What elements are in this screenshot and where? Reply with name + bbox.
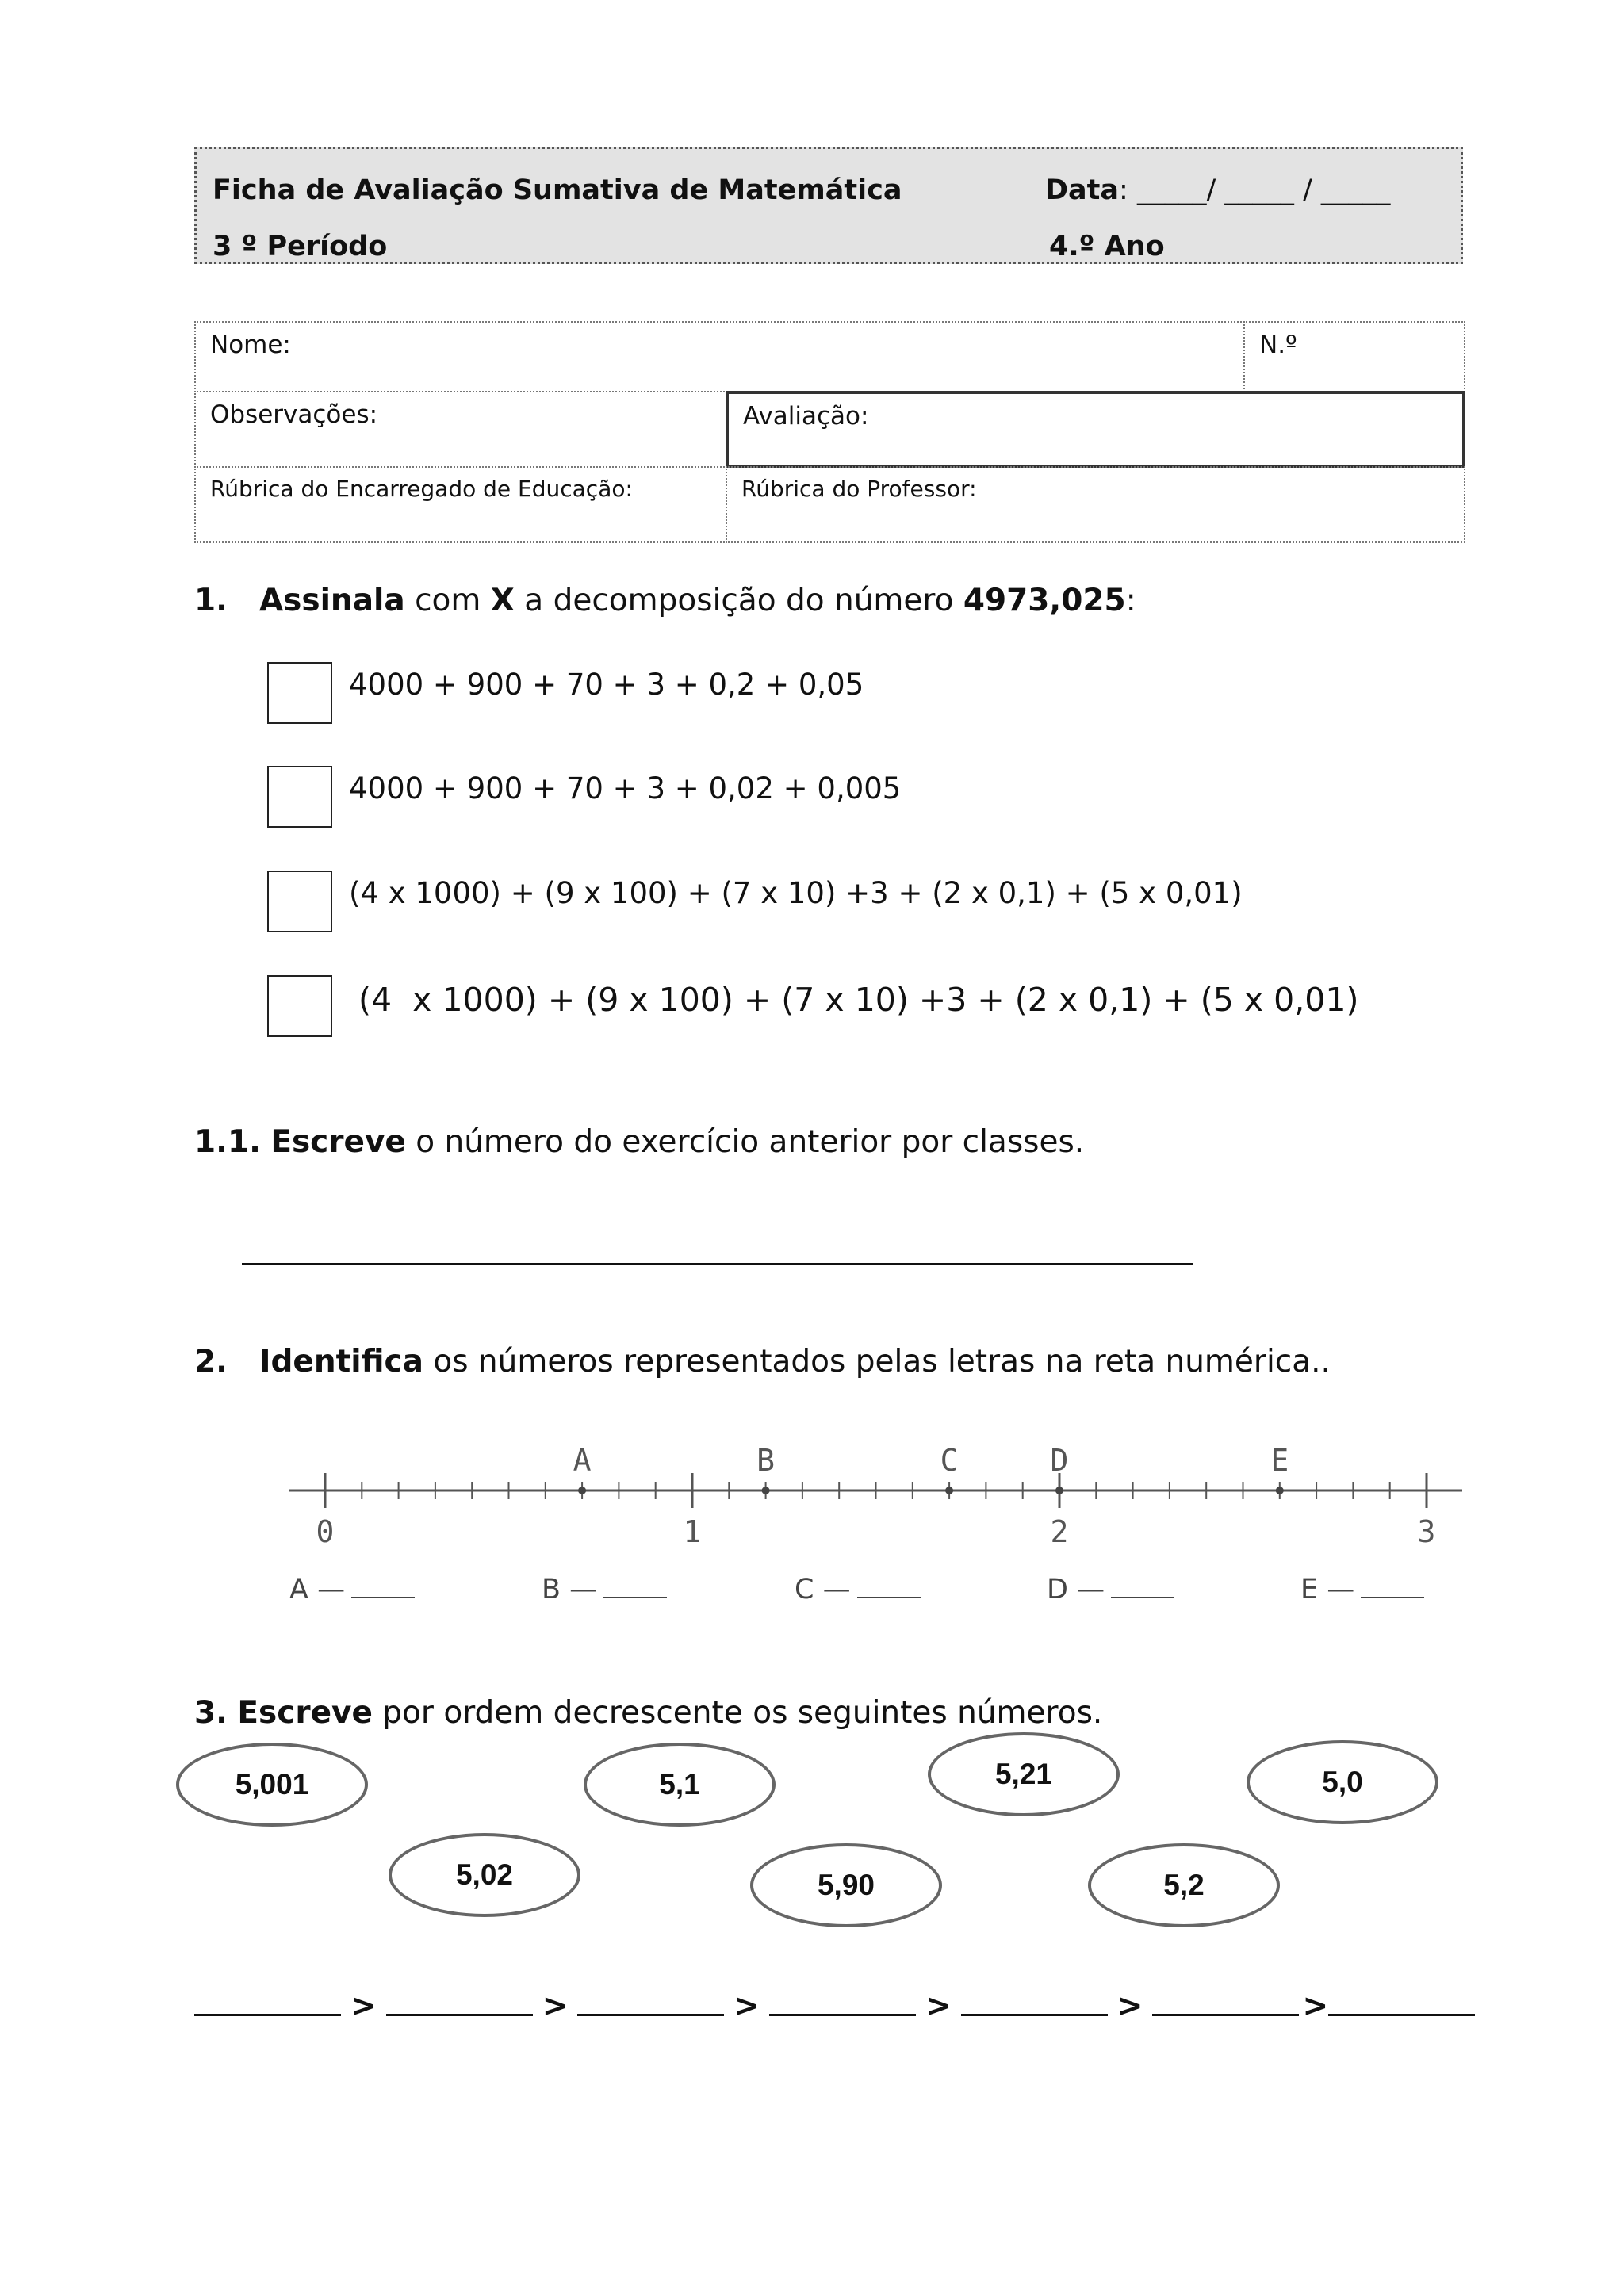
point-marker xyxy=(1055,1487,1063,1494)
date-field[interactable] xyxy=(1045,174,1390,206)
date-label: Data xyxy=(1045,174,1120,206)
name-label: Nome: xyxy=(210,331,291,359)
worksheet-title: Ficha de Avaliação Sumativa de Matemática xyxy=(213,174,902,206)
answer-label: E — xyxy=(1300,1574,1355,1605)
greater-than: > xyxy=(1116,1988,1143,2024)
answer-blank[interactable] xyxy=(1111,1595,1174,1598)
number-field[interactable] xyxy=(1243,321,1465,392)
answer-label: D — xyxy=(1047,1574,1105,1605)
number-oval: 5,21 xyxy=(928,1732,1120,1816)
target-number: 4973,025 xyxy=(963,583,1126,618)
point-marker xyxy=(578,1487,586,1494)
point-marker xyxy=(1276,1487,1284,1494)
greater-than: > xyxy=(733,1988,760,2024)
answer-e[interactable] xyxy=(1300,1574,1424,1605)
teacher-signature-label: Rúbrica do Professor: xyxy=(741,476,977,502)
greater-than: > xyxy=(925,1988,952,2024)
observations-field[interactable] xyxy=(194,391,727,468)
answer-label: A — xyxy=(289,1574,346,1605)
option-4-text: (4 x 1000) + (9 x 100) + (7 x 10) +3 + (2 x 0,1) + (5 x 0,01) xyxy=(358,981,1359,1019)
school-year-label: 4.º Ano xyxy=(1049,231,1165,262)
question-1-1 xyxy=(194,1124,1084,1160)
axis-label: 2 xyxy=(1050,1514,1069,1549)
question-verb: Assinala xyxy=(259,583,405,618)
answer-blank[interactable] xyxy=(1361,1595,1424,1598)
axis-label: 1 xyxy=(683,1514,702,1549)
period-label: 3 º Período xyxy=(213,231,388,262)
number-oval: 5,90 xyxy=(750,1843,942,1927)
number-oval: 5,2 xyxy=(1088,1843,1280,1927)
date-blanks: : _____/ _____ / _____ xyxy=(1119,174,1391,206)
header-box xyxy=(194,147,1463,264)
axis-label: 0 xyxy=(316,1514,335,1549)
question-1 xyxy=(194,583,1136,618)
point-label: C xyxy=(940,1443,959,1478)
answer-blank[interactable] xyxy=(857,1595,921,1598)
answer-blank[interactable] xyxy=(603,1595,667,1598)
answer-line[interactable] xyxy=(242,1263,1193,1265)
number-oval: 5,001 xyxy=(176,1743,368,1827)
number-oval: 5,1 xyxy=(584,1743,776,1827)
evaluation-field[interactable] xyxy=(726,391,1465,468)
order-blank[interactable] xyxy=(577,1988,724,2016)
order-blank[interactable] xyxy=(1152,1988,1299,2016)
number-line xyxy=(282,1423,1471,1566)
option-2-checkbox[interactable] xyxy=(267,766,332,828)
guardian-signature-field[interactable] xyxy=(194,466,727,543)
question-text: os números representados pelas letras na reta numérica.. xyxy=(423,1344,1331,1380)
point-marker xyxy=(762,1487,770,1494)
question-verb: Identifica xyxy=(259,1344,423,1380)
name-field[interactable] xyxy=(194,321,1245,392)
teacher-signature-field[interactable] xyxy=(726,466,1465,543)
option-3-checkbox[interactable] xyxy=(267,871,332,932)
guardian-signature-label: Rúbrica do Encarregado de Educação: xyxy=(210,476,633,502)
order-blank[interactable] xyxy=(386,1988,533,2016)
point-label: D xyxy=(1050,1443,1069,1478)
evaluation-label: Avaliação: xyxy=(743,402,869,430)
order-blank[interactable] xyxy=(961,1988,1108,2016)
point-label: A xyxy=(573,1443,592,1478)
option-3-text: (4 x 1000) + (9 x 100) + (7 x 10) +3 + (2 x 0,1) + (5 x 0,01) xyxy=(349,876,1243,910)
greater-than: > xyxy=(350,1988,377,2024)
answer-d[interactable] xyxy=(1047,1574,1174,1605)
option-1-checkbox[interactable] xyxy=(267,662,332,724)
question-number: 2. xyxy=(194,1344,228,1380)
order-answer-row xyxy=(194,1988,1475,2024)
answer-label: C — xyxy=(795,1574,851,1605)
question-2 xyxy=(194,1344,1331,1380)
number-oval: 5,02 xyxy=(389,1833,580,1917)
answer-c[interactable] xyxy=(795,1574,921,1605)
question-text: a decomposição do número xyxy=(514,583,963,618)
order-blank[interactable] xyxy=(769,1988,916,2016)
number-label: N.º xyxy=(1259,331,1297,359)
point-marker xyxy=(945,1487,953,1494)
question-text: : xyxy=(1125,583,1136,618)
order-blank[interactable] xyxy=(1328,1988,1475,2016)
question-verb: Escreve xyxy=(237,1695,373,1731)
order-blank[interactable] xyxy=(194,1988,341,2016)
answer-a[interactable] xyxy=(289,1574,415,1605)
option-4-checkbox[interactable] xyxy=(267,975,332,1037)
answer-b[interactable] xyxy=(542,1574,667,1605)
question-number: 1.1. xyxy=(194,1124,261,1160)
greater-than: > xyxy=(542,1988,569,2024)
answer-blank[interactable] xyxy=(351,1595,415,1598)
student-info-table xyxy=(194,321,1465,543)
observations-label: Observações: xyxy=(210,400,378,429)
axis-label: 3 xyxy=(1417,1514,1436,1549)
question-number: 3. xyxy=(194,1695,228,1731)
option-2-text: 4000 + 900 + 70 + 3 + 0,02 + 0,005 xyxy=(349,771,902,806)
answer-label: B — xyxy=(542,1574,598,1605)
mark-symbol: X xyxy=(490,583,515,618)
question-number: 1. xyxy=(194,583,228,618)
greater-than: > xyxy=(1302,1988,1329,2024)
number-oval: 5,0 xyxy=(1247,1740,1438,1824)
question-3 xyxy=(194,1695,1102,1731)
question-text: por ordem decrescente os seguintes números. xyxy=(372,1695,1103,1731)
point-label: E xyxy=(1270,1443,1289,1478)
question-text: com xyxy=(404,583,491,618)
point-label: B xyxy=(756,1443,776,1478)
option-1-text: 4000 + 900 + 70 + 3 + 0,2 + 0,05 xyxy=(349,668,864,702)
question-verb: Escreve xyxy=(270,1124,406,1160)
question-text: o número do exercício anterior por classes. xyxy=(405,1124,1085,1160)
